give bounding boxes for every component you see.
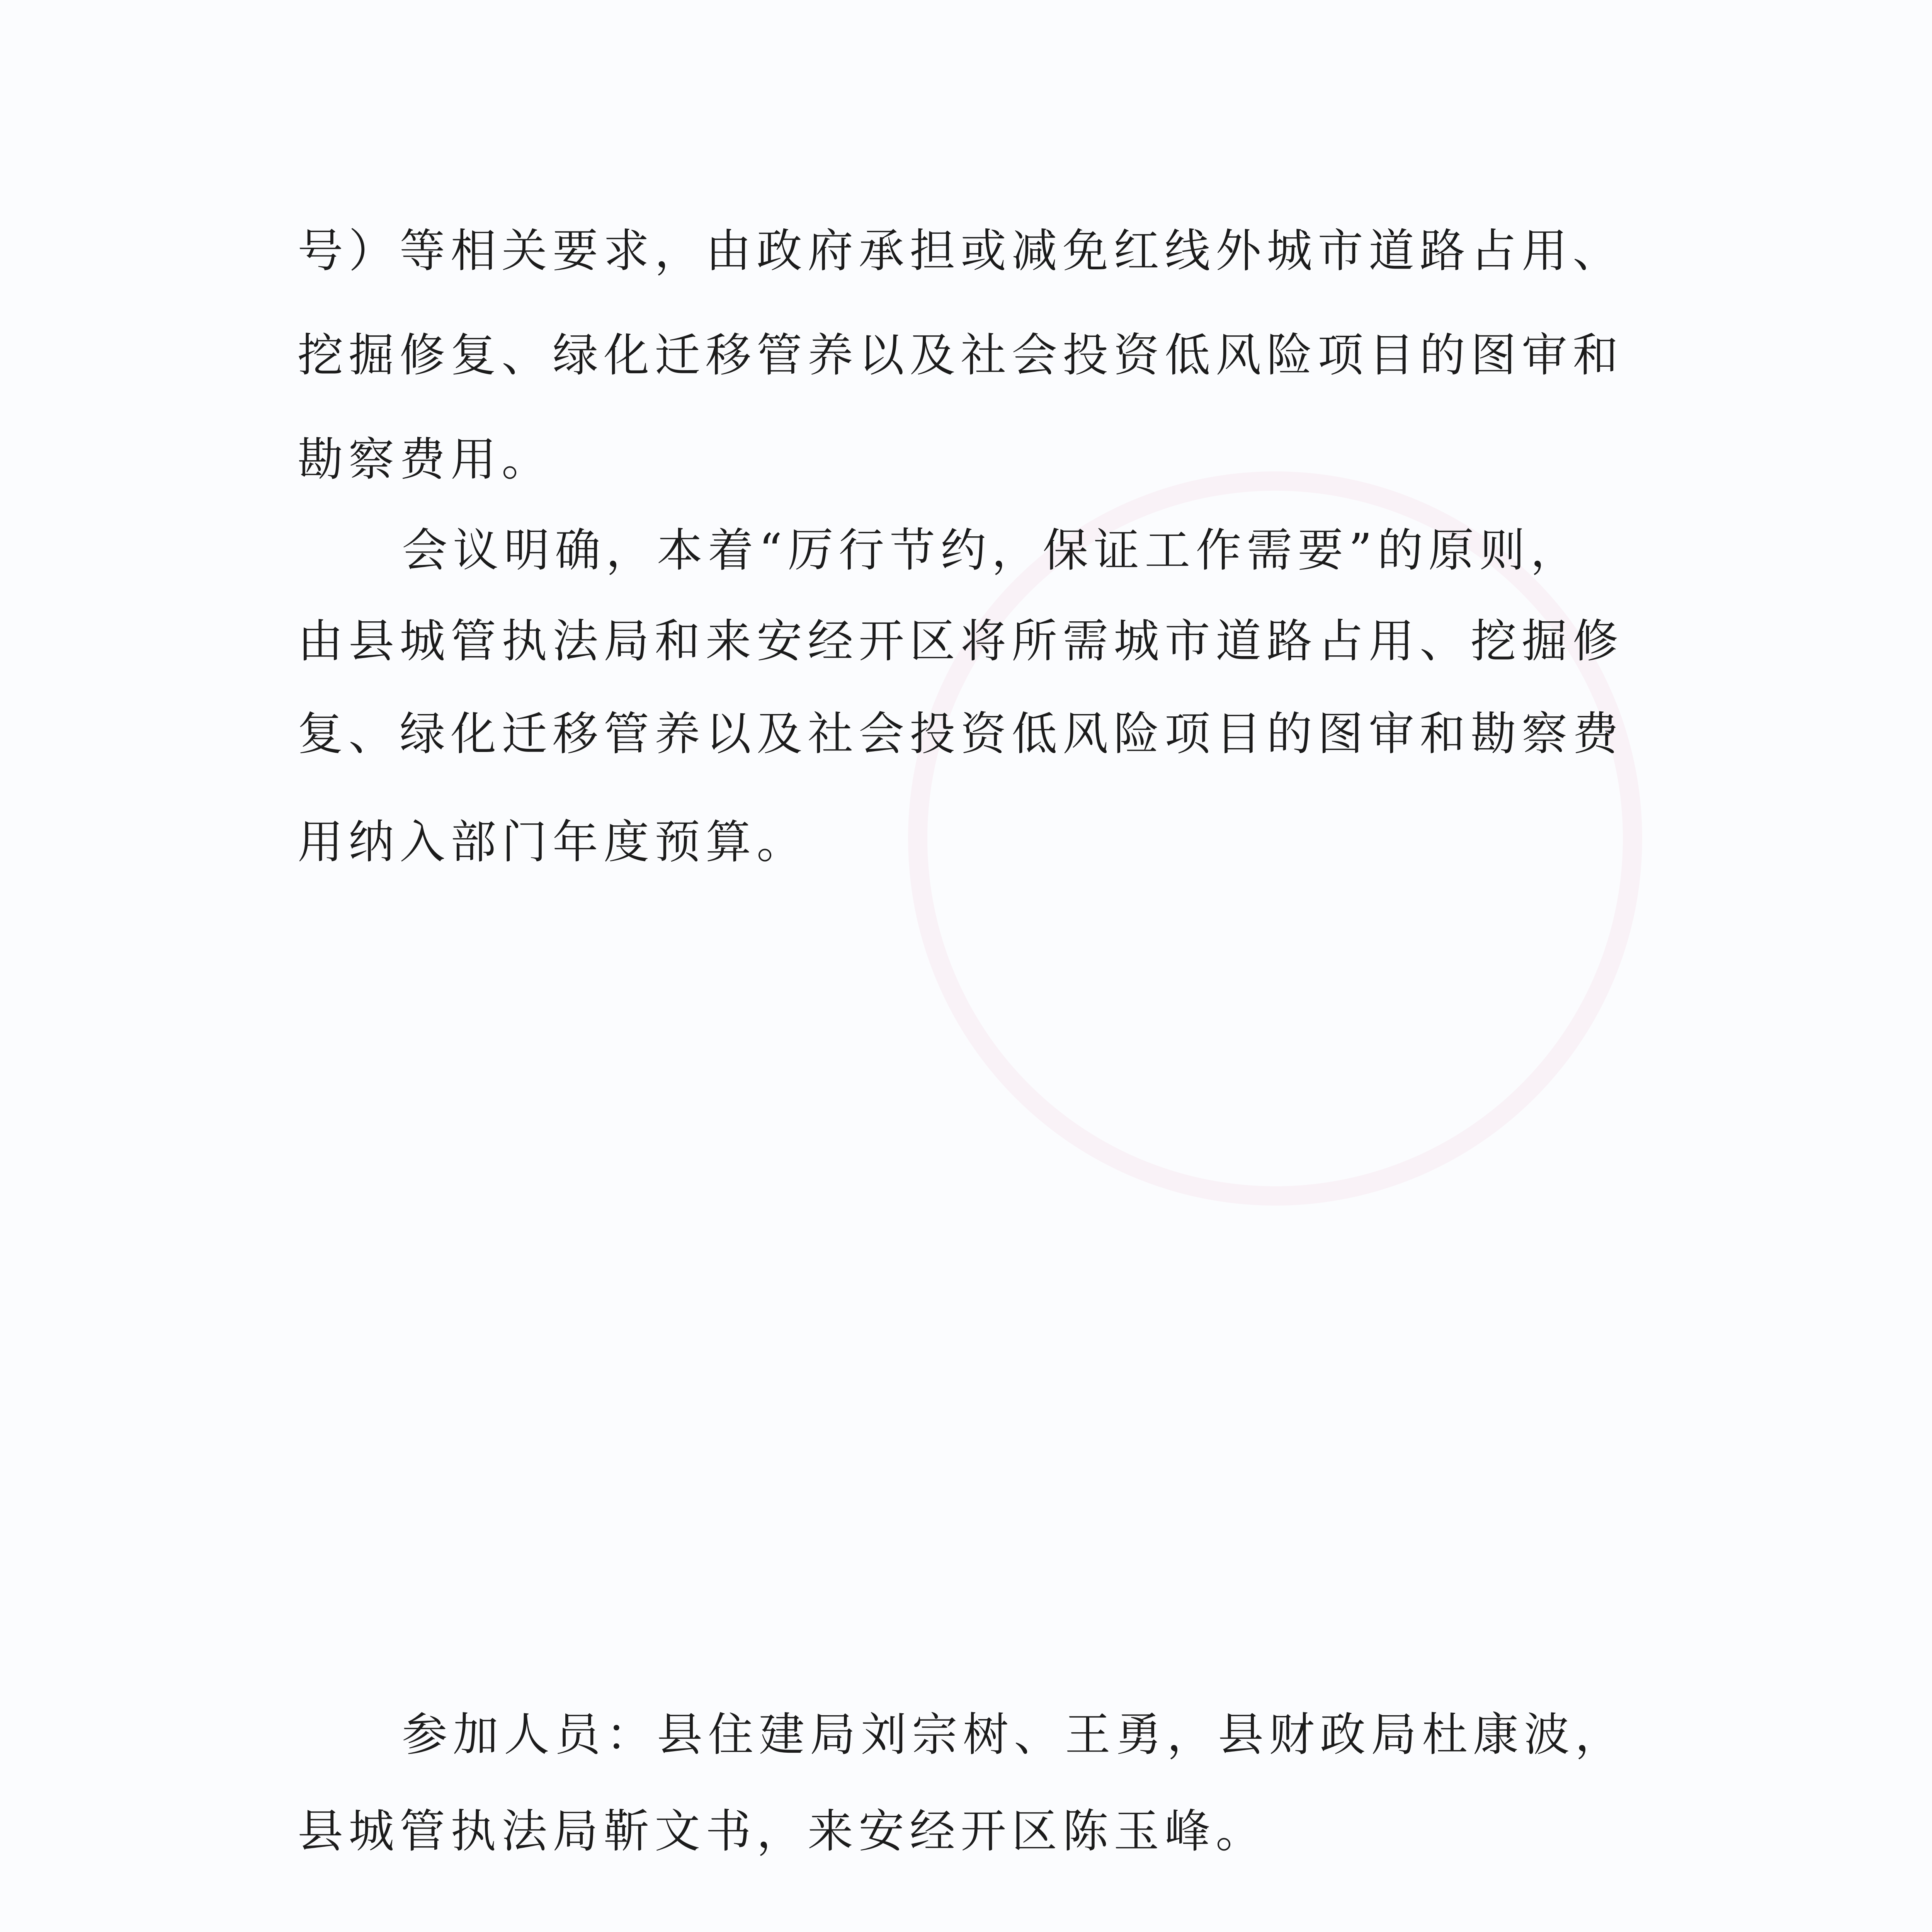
paragraph-1-line-3: 勘察费用。 xyxy=(298,433,553,486)
paragraph-1-line-2: 挖掘修复、绿化迁移管养以及社会投资低风险项目的图审和 xyxy=(298,328,1624,382)
seal-stamp-bleed xyxy=(908,471,1642,1206)
paragraph-2-line-3: 复、绿化迁移管养以及社会投资低风险项目的图审和勘察费 xyxy=(298,707,1624,760)
attendees-line-1: 参加人员：县住建局刘宗树、王勇，县财政局杜康波， xyxy=(402,1708,1626,1761)
paragraph-2-line-2: 由县城管执法局和来安经开区将所需城市道路占用、挖掘修 xyxy=(298,614,1624,668)
paragraph-2-line-4: 用纳入部门年度预算。 xyxy=(298,815,808,869)
paragraph-2-line-1: 会议明确，本着“厉行节约，保证工作需要”的原则， xyxy=(402,524,1582,577)
attendees-line-2: 县城管执法局靳文书，来安经开区陈玉峰。 xyxy=(298,1804,1267,1858)
paragraph-1-line-1: 号）等相关要求，由政府承担或减免红线外城市道路占用、 xyxy=(298,224,1624,277)
